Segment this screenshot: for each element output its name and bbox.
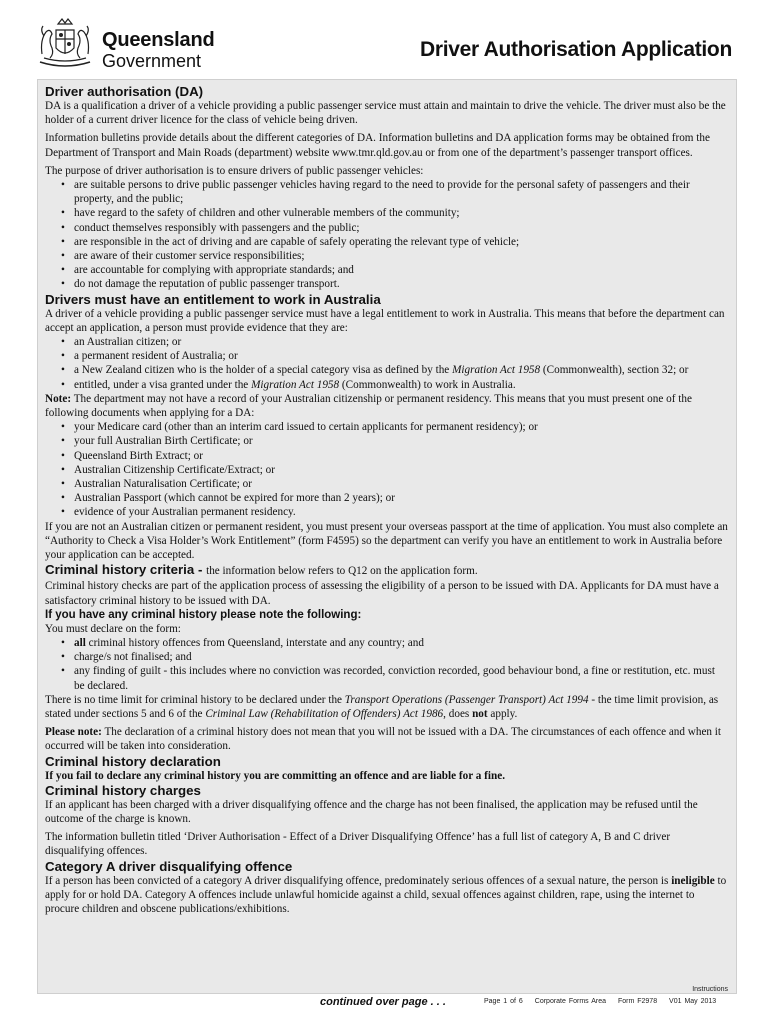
da-paragraph-3: The purpose of driver authorisation is to ensure drivers of public passenger vehicles: [45, 164, 424, 177]
text-run: (Commonwealth) to work in Australia. [339, 378, 516, 391]
forms-area: Corporate Forms Area [534, 998, 607, 1005]
page-header [0, 0, 770, 80]
entitlement-paragraph-1: A driver of a vehicle providing a public passenger service must have a legal entitlement to work in Australia. This means that before the department can accept an application, a person must provide evidence that they are: [45, 307, 725, 334]
act-title: Transport Operations (Passenger Transport) Act 1994 [344, 693, 589, 706]
form-number: Form F2978 [617, 998, 658, 1005]
list-item: • charge/s not finalised; and [65, 650, 728, 664]
please-note-text: The declaration of a criminal history does not mean that you will not be issued with a DA. The circumstances of each offence and when it occurred will be taken into consideration. [45, 726, 722, 753]
list-item: • Australian Naturalisation Certificate; or [65, 477, 728, 491]
list-item: • Australian Passport (which cannot be expired for more than 2 years); or [65, 491, 728, 505]
criteria-subheading: If you have any criminal history please note the following: [45, 608, 362, 621]
list-item: • have regard to the safety of children and other vulnerable members of the community; [65, 206, 728, 220]
declaration-warning [45, 769, 728, 783]
instructions-panel [37, 79, 737, 994]
heading-note: the information below refers to Q12 on the application form. [206, 565, 478, 578]
list-item [65, 378, 728, 392]
charges-paragraph-1: If an applicant has been charged with a driver disqualifying offence and the charge has not been finalised, the application may be refused until the outcome of the charge is known. [45, 798, 698, 825]
emphasis: ineligible [671, 874, 715, 887]
list-item: • are aware of their customer service responsibilities; [65, 249, 728, 263]
text-run: (Commonwealth), section 32; or [540, 364, 689, 377]
list-item: • conduct themselves responsibly with passengers and the public; [65, 221, 728, 235]
note-text: The department may not have a record of your Australian citizenship or permanent residency. This means that you must present one of the following documents when applying for a DA: [45, 392, 692, 420]
list-item: • are responsible in the act of driving and are capable of safely operating the relevant type of vehicle; [65, 235, 728, 249]
government-name [102, 30, 214, 70]
form-metadata [484, 998, 725, 1005]
list-item: • Queensland Birth Extract; or [65, 449, 728, 463]
emphasis: all [74, 636, 86, 649]
entitlement-list [45, 335, 728, 392]
continued-over-page: continued over page . . . [320, 996, 446, 1008]
form-version: V01 May 2013 [669, 998, 717, 1005]
act-title: Migration Act 1958 [251, 378, 340, 391]
page-number: Page 1 of 6 [484, 998, 523, 1005]
list-item: • are suitable persons to drive public passenger vehicles having regard to the need to provide for the personal safety of passengers and their property, and the public; [65, 178, 728, 206]
purpose-list [45, 178, 728, 292]
heading-entitlement: Drivers must have an entitlement to work in Australia [45, 291, 381, 307]
page-footer [0, 986, 770, 1016]
act-title: Migration Act 1958 [452, 364, 541, 377]
text-run: , does [443, 707, 473, 720]
list-item: • any finding of guilt - this includes where no conviction was recorded, conviction recorded, good behaviour bond, a fine or restitution, etc. must be declared. [65, 664, 728, 692]
criteria-paragraph-3 [45, 693, 728, 721]
text-run: entitled, under a visa granted under the [74, 378, 252, 391]
heading-criminal-history-declaration: Criminal history declaration [45, 753, 221, 769]
emphasis: not [472, 707, 488, 720]
list-item: • are accountable for complying with appropriate standards; and [65, 263, 728, 277]
list-item: • a permanent resident of Australia; or [65, 349, 728, 363]
charges-paragraph-2: The information bulletin titled ‘Driver Authorisation - Effect of a Driver Disqualifying Offence’ has a full list of category A, B and C driver disqualifying offences. [45, 831, 671, 858]
text-run: to apply for or hold DA. Category A offences include unlawful homicide against a child, sexual offences against children, rape, using the internet to procure children and obscene publications/exhibitions. [45, 874, 727, 915]
act-title: Criminal Law (Rehabilitation of Offenders) Act 1986 [205, 707, 444, 720]
text-run: a New Zealand citizen who is the holder of a special category visa as defined by the [74, 364, 453, 377]
heading-criminal-history-criteria [45, 562, 728, 579]
entitlement-paragraph-last: If you are not an Australian citizen or permanent resident, you must present your overseas passport at the time of application. You must also complete an “Authority to Check a Visa Holder’s Work Entitlement” (form F4595) so the department can verify you have an entitlement to work in Australia before your application can be accepted. [45, 520, 728, 562]
please-note-label: Please note: [45, 726, 102, 739]
instructions-label: Instructions [692, 986, 728, 993]
warning-text: If you fail to declare any criminal history you are committing an offence and are liable for a fine. [45, 769, 505, 782]
criteria-paragraph-2: You must declare on the form: [45, 622, 181, 635]
heading-text: Criminal history criteria - [45, 562, 207, 578]
heading-driver-authorisation: Driver authorisation (DA) [45, 84, 204, 99]
heading-criminal-history-charges: Criminal history charges [45, 782, 201, 798]
list-item: • your Medicare card (other than an interim card issued to certain applicants for permanent residency); or [65, 420, 728, 434]
government-name-line2: Government [102, 51, 202, 71]
note-label: Note: [45, 392, 72, 405]
heading-category-a: Category A driver disqualifying offence [45, 858, 293, 874]
list-item: • an Australian citizen; or [65, 335, 728, 349]
da-paragraph-2: Information bulletins provide details about the different categories of DA. Information bulletins and DA application forms may be obtained from the Department of Transport and Main Roads (department) website www.tmr.qld.gov.au or from one of the department’s passenger transport offices. [45, 132, 710, 159]
list-item: • do not damage the reputation of public passenger transport. [65, 277, 728, 291]
declare-list [45, 636, 728, 693]
text-run: - the time limit provision, as stated under sections 5 and 6 of the [45, 693, 719, 720]
entitlement-note [45, 392, 728, 420]
criteria-please-note [45, 725, 728, 753]
text-run: If a person has been convicted of a category A driver disqualifying offence, predominately serious offences of a sexual nature, the person is [45, 874, 672, 887]
list-item [65, 363, 728, 377]
list-item: • Australian Citizenship Certificate/Extract; or [65, 463, 728, 477]
text-run: apply. [487, 707, 518, 720]
list-item: • your full Australian Birth Certificate; or [65, 434, 728, 448]
queensland-coat-of-arms-logo [34, 14, 96, 72]
criteria-paragraph-1: Criminal history checks are part of the application process of assessing the eligibility of a person to be issued with DA. Applicants for DA must have a satisfactory criminal history to be issued with DA. [45, 580, 719, 607]
category-a-paragraph [45, 874, 728, 917]
da-paragraph-1: DA is a qualification a driver of a vehicle providing a public passenger service must attain and maintain to drive the vehicle. The driver must also be the holder of a current driver licence for the class of vehicle being driven. [45, 100, 726, 127]
text-run: criminal history offences from Queensland, interstate and any country; and [85, 636, 424, 649]
document-title: Driver Authorisation Application [419, 38, 732, 61]
text-run: There is no time limit for criminal history to be declared under the [45, 693, 345, 706]
list-item: • evidence of your Australian permanent residency. [65, 505, 728, 519]
list-item [65, 636, 728, 650]
government-name-line1: Queensland [102, 29, 215, 51]
documents-list [45, 420, 728, 519]
